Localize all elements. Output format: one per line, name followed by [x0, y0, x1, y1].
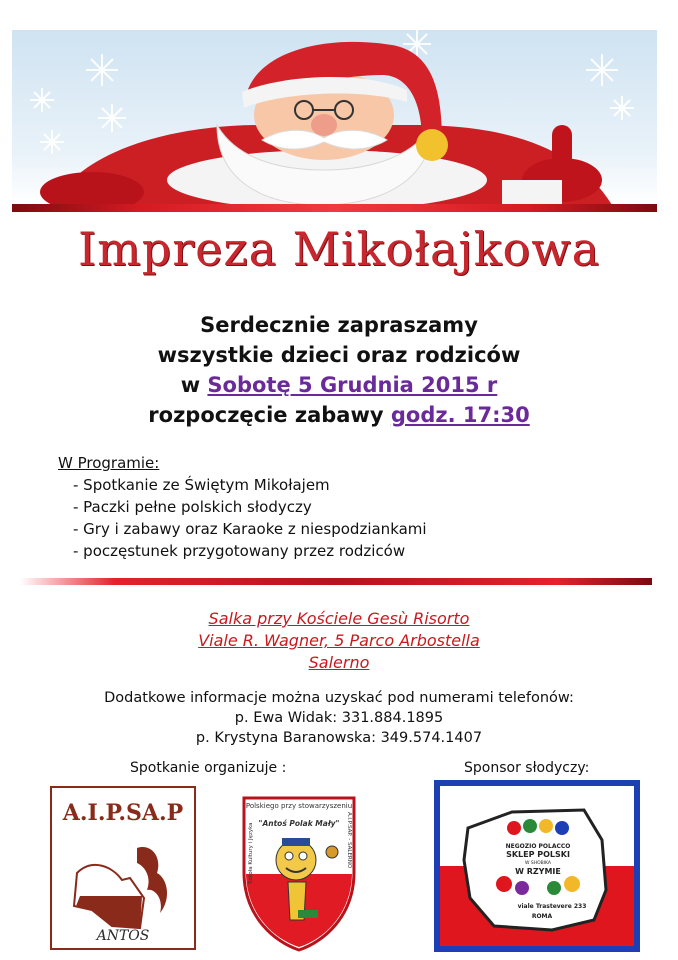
program-section: [58, 452, 427, 562]
program-list: [58, 474, 427, 562]
santa-banner: [12, 30, 657, 205]
contact-person-1: p. Ewa Widak: 331.884.1895: [234, 710, 444, 726]
page-title: Impreza Mikołajkowa: [77, 222, 601, 276]
aipsap-logo: [50, 786, 196, 950]
invite-line-3-prefix: w: [180, 373, 208, 397]
shop-city: ROMA: [531, 913, 553, 920]
contact-block: [0, 688, 678, 748]
school-logo-right: A.I.P.SAP. - SALERNO: [346, 812, 352, 869]
aipsap-logo-title: A.I.P.SA.P: [62, 800, 184, 826]
santa-illustration: [12, 30, 657, 205]
venue-line-2: Viale R. Wagner, 5 Parco Arbostella: [198, 631, 480, 650]
invite-line-2: wszystkie dzieci oraz rodziców: [157, 343, 521, 367]
school-shield-logo: [238, 792, 360, 952]
program-item: - Spotkanie ze Świętym Mikołajem: [73, 476, 330, 494]
shop-line-4: W RZYMIE: [515, 867, 561, 876]
invite-line-1: Serdecznie zapraszamy: [200, 313, 478, 337]
organizer-label: Spotkanie organizuje :: [130, 760, 287, 776]
invite-line-4: [0, 400, 678, 430]
venue-line-1: Salka przy Kościele Gesù Risorto: [208, 609, 470, 628]
school-logo-top: Polskiego przy stowarzyszeniu: [245, 802, 353, 810]
shop-line-3: W SHOBIKA: [524, 861, 552, 866]
event-date: Sobotę 5 Grudnia 2015 r: [207, 373, 498, 397]
venue-line-3: Salerno: [308, 653, 370, 672]
invitation-block: [0, 310, 678, 430]
venue-block: [0, 608, 678, 674]
contact-person-2: p. Krystyna Baranowska: 349.574.1407: [195, 730, 483, 746]
school-logo-left: Szkoła Kultury i Języka: [248, 822, 254, 884]
shop-line-1: NEGOZIO POLACCO: [505, 843, 571, 850]
aipsap-logo-footer: ANTOS: [96, 928, 150, 944]
event-time: godz. 17:30: [390, 403, 530, 427]
program-heading: W Programie:: [58, 454, 160, 472]
section-divider: [20, 578, 652, 585]
sponsor-shop-logo: [434, 780, 640, 952]
invite-line-3: [0, 370, 678, 400]
banner-red-line: [12, 204, 657, 212]
program-item: - Paczki pełne polskich słodyczy: [73, 498, 312, 516]
shop-address: viale Trastevere 233: [517, 903, 587, 910]
contact-intro: Dodatkowe informacje można uzyskać pod numerami telefonów:: [104, 690, 574, 706]
sponsor-label: Sponsor słodyczy:: [464, 760, 590, 776]
school-logo-name: "Antoś Polak Mały": [258, 819, 340, 828]
program-item: - Gry i zabawy oraz Karaoke z niespodziankami: [73, 520, 427, 538]
shop-line-2: SKLEP POLSKI: [506, 850, 570, 859]
program-item: - poczęstunek przygotowany przez rodziców: [73, 542, 406, 560]
invite-line-4-prefix: rozpoczęcie zabawy: [148, 403, 391, 427]
